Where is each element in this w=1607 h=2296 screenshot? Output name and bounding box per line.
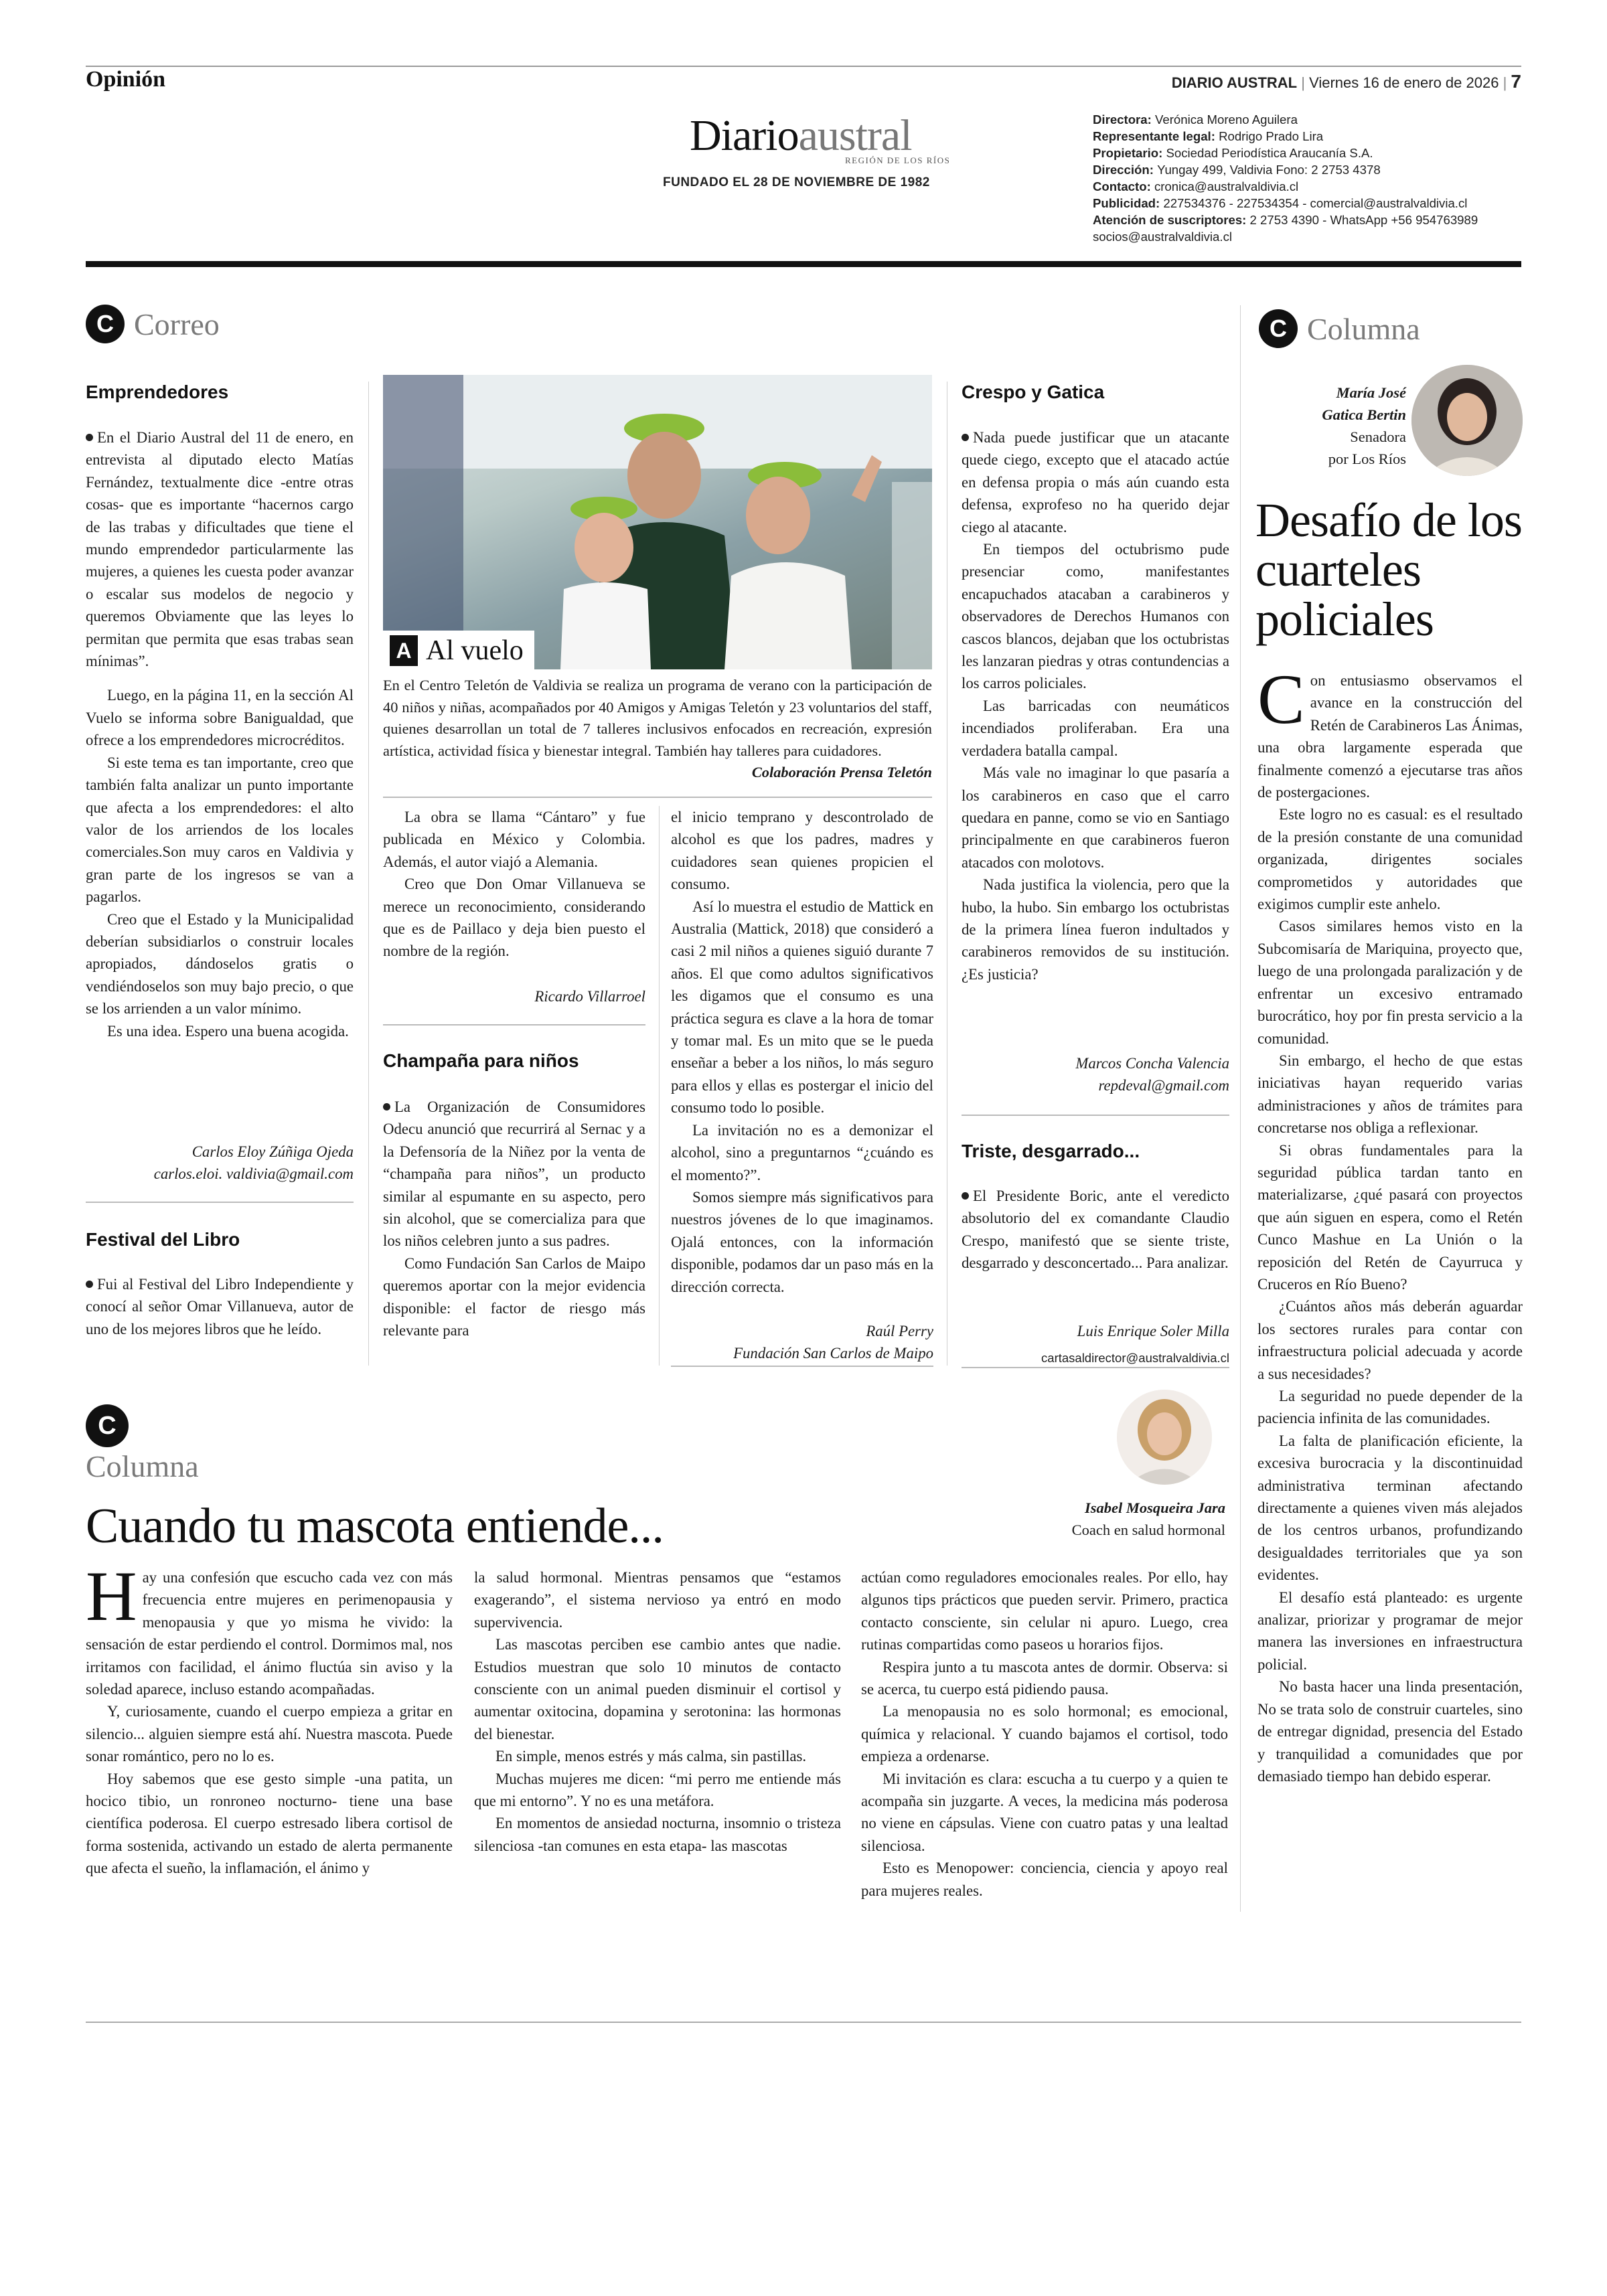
columna-kicker: Columna xyxy=(86,1449,199,1483)
columna-right-title: Desafío de los cuarteles policiales xyxy=(1255,493,1522,646)
divider xyxy=(86,1202,354,1203)
paragraph-split: En momentos de ansiedad nocturna, insomnio o tristeza silenciosa -tan comunes en esta etapa- las mascotas xyxy=(474,1815,841,1854)
signature-villarroel: Ricardo Villarroel xyxy=(534,988,645,1005)
staff-value: 227534376 - 227534354 - comercial@australvaldivia.cl xyxy=(1163,196,1468,210)
staff-label: Propietario: xyxy=(1093,146,1166,160)
correo-badge: C xyxy=(86,305,125,343)
alvuelo-label xyxy=(383,631,534,669)
paragraph-split: actúan como reguladores emocionales reales. Por ello, hay algunos tips prácticos que pueden servir. Primero, practica contacto consciente, sin celular ni apuro. Luego, crea rutinas compartidas como paseos u horarios fijos. xyxy=(861,1569,1228,1653)
paragraph: Nada justifica la violencia, pero que la hubo, la hubo. Sin embargo los octubristas de la primera línea fueron indultados y carabineros removidos de su institución. ¿Es justicia? xyxy=(962,876,1229,983)
masthead-founded: FUNDADO EL 28 DE NOVIEMBRE DE 1982 xyxy=(663,175,930,189)
author-byline xyxy=(1259,382,1406,470)
columna-right-body xyxy=(1257,660,1523,1787)
staff-label: Directora: xyxy=(1093,112,1155,127)
staff-label: Publicidad: xyxy=(1093,196,1164,210)
letter-body-champana-a xyxy=(383,1096,645,1341)
paragraph: ¿Cuántos años más deberán aguardar los sectores rurales para contar con infraestructura policial adecuada y acorde a sus necesidades? xyxy=(1257,1298,1523,1382)
author-role-line: por Los Ríos xyxy=(1328,450,1406,467)
signature-email[interactable]: carlos.eloi. valdivia@gmail.com xyxy=(153,1165,354,1182)
columna-bottom-body-col2 xyxy=(474,1566,841,1857)
logo-word-austral: austral xyxy=(798,111,912,160)
author-photo-gatica xyxy=(1411,365,1523,476)
paragraph: La menopausia no es solo hormonal; es emocional, química y relacional. Y cuando bajamos el cortisol, todo empieza a ordenarse. xyxy=(861,1703,1228,1765)
correo-header xyxy=(86,305,220,343)
staff-value: Rodrigo Prado Lira xyxy=(1219,129,1324,143)
paragraph: Creo que el Estado y la Municipalidad deberían subsidiarlos o construir locales apropiados, dándoselos gratis o vendiéndoselos son muy bajo precio, o que se los arrienden a un valor mínimo. xyxy=(86,910,354,1017)
divider xyxy=(962,1115,1229,1116)
paragraph: Nada puede justificar que un atacante quede ciego, excepto que el atacado actúe en defensa propia o más aún cuando esta defensa, exprofeso no ha querido dejar ciego al atacante. xyxy=(962,429,1229,536)
letter-body-triste xyxy=(962,1185,1229,1275)
header-rule xyxy=(86,66,1521,67)
staff-label: Representante legal: xyxy=(1093,129,1219,143)
paragraph: El Presidente Boric, ante el veredicto absolutorio del ex comandante Claudio Crespo, manifestó que se siente triste, desgarrado y desconcertado... Para analizar. xyxy=(962,1187,1229,1272)
alvuelo-photo xyxy=(383,375,932,669)
paragraph: Es una idea. Espero una buena acogida. xyxy=(107,1022,349,1040)
staff-value: Sociedad Periodística Araucanía S.A. xyxy=(1166,146,1373,160)
letter-title-emprendedores: Emprendedores xyxy=(86,382,229,402)
columna-bottom-body-col1 xyxy=(86,1557,453,1880)
columna-bottom-header xyxy=(86,1404,199,1484)
columna-bottom-body-col3 xyxy=(861,1566,1228,1902)
letter-title-crespo: Crespo y Gatica xyxy=(962,382,1105,402)
folio-date: Viernes 16 de enero de 2026 xyxy=(1309,74,1499,91)
paragraph-split: Como Fundación San Carlos de Maipo queremos aportar con la mejor evidencia disponible: el factor de riesgo más relevante para xyxy=(383,1254,645,1339)
logo-word-diario: Diario xyxy=(690,111,799,160)
paragraph: Muchas mujeres me dicen: “mi perro me entiende más que mi entorno”. Y no es una metáfora. xyxy=(474,1770,841,1810)
paragraph: Esto es Menopower: conciencia, ciencia y apoyo real para mujeres reales. xyxy=(861,1860,1228,1899)
folio: DIARIO AUSTRAL | Viernes 16 de enero de 2026 | 7 xyxy=(1171,71,1521,92)
signature-email[interactable]: repdeval@gmail.com xyxy=(1098,1077,1229,1094)
staff-row xyxy=(1093,161,1535,178)
staff-value: Verónica Moreno Aguilera xyxy=(1155,112,1298,127)
staff-row xyxy=(1093,178,1535,195)
paragraph: Respira junto a tu mascota antes de dormir. Observa: si se acerca, tu cuerpo está pidiendo pausa. xyxy=(861,1658,1228,1698)
bullet-icon xyxy=(383,1103,390,1111)
letter-body-crespo xyxy=(962,426,1229,985)
signature-perry xyxy=(671,1320,933,1364)
paragraph: En el Diario Austral del 11 de enero, en entrevista al diputado electo Matías Fernández, textualmente dice -entre otras cosas- que es importante “hacernos cargo de las trabas y dificultades que tiene el mundo emprendedor particularmente las mujeres, a quienes les cuesta poder avanzar o escalar sus modelos de negocio y queremos Obviamente que las leyes lo permitan que permita que esas trabas sean mínimas”. xyxy=(86,429,354,670)
page-number: 7 xyxy=(1511,71,1521,92)
letter-body-emprendedores xyxy=(86,426,354,1042)
divider xyxy=(671,1366,933,1367)
paragraph: La falta de planificación eficiente, la excesiva burocracia y la discontinuidad administrativa terminan afectando directamente a quienes viven más alejados de los centros urbanos, profundizando desigualdades territoriales que ya son evidentes. xyxy=(1257,1432,1523,1584)
letters-email[interactable]: cartasaldirector@australvaldivia.cl xyxy=(1041,1351,1229,1365)
caption-text: En el Centro Teletón de Valdivia se realiza un programa de verano con la participación de 40 niños y niñas, acompañados por 40 Amigos y Amigas Teletón y 23 voluntarios del staff, quienes desarrollan un total de 7 talleres inclusivos enfocados en recreación, expresión artística, actividad física y bienestar integral. También hay talleres para cuidadores. xyxy=(383,677,932,759)
signature-concha xyxy=(962,1052,1229,1096)
columna-bottom-title: Cuando tu mascota entiende... xyxy=(86,1499,664,1554)
letter-title-festival: Festival del Libro xyxy=(86,1229,240,1250)
masthead-staff xyxy=(1093,111,1535,245)
staff-row xyxy=(1093,195,1535,212)
author-name: Isabel Mosqueira Jara xyxy=(1084,1499,1225,1516)
paragraph-split: el inicio temprano y descontrolado de alcohol es que los padres, madres y cuidadores sean quienes propicien el consumo. xyxy=(671,809,933,893)
paragraph: El desafío está planteado: es urgente analizar, priorizar y programar de mejor manera las inversiones en infraestructura policial. xyxy=(1257,1588,1523,1673)
paragraph: Creo que Don Omar Villanueva se merece un reconocimiento, considerando que es de Paillaco y deja bien puesto el nombre de la región. xyxy=(383,876,645,960)
letter-body-festival-a xyxy=(86,1273,354,1340)
signature-soler: Luis Enrique Soler Milla xyxy=(1077,1323,1229,1339)
paragraph: Este logro no es casual: es el resultado de la presión constante de una comunidad organizada, dirigentes sociales comprometidos y autoridades que exigimos cumplir este anhelo. xyxy=(1257,806,1523,913)
staff-row xyxy=(1093,212,1535,228)
paragraph: Sin embargo, el hecho de que estas iniciativas hayan requerido varias administraciones y años de trámites para concretarse nos obliga a reflexionar. xyxy=(1257,1052,1523,1137)
column-divider xyxy=(659,806,660,1366)
paragraph: Fui al Festival del Libro Independiente y conocí al señor Omar Villanueva, autor de uno de los mejores libros que he leído. xyxy=(86,1276,354,1337)
paragraph: Si obras fundamentales para la seguridad pública tardan tanto en materializarse, ¿qué pasará con proyectos que aún siguen en espera, como el Retén Cunco Mashue en La Unión o la reposición del Retén de Cayurruca y Cruceros en Río Bueno? xyxy=(1257,1141,1523,1293)
photo-illustration xyxy=(383,375,932,669)
paragraph: Casos similares hemos visto en la Subcomisaría de Mariquina, proyecto que, luego de una prolongada paralización y de enfrentar un excesivo entramado burocrático, hoy por fin presta servicio a la comunidad. xyxy=(1257,918,1523,1047)
staff-value: socios@australvaldivia.cl xyxy=(1093,230,1232,244)
section-label: Opinión xyxy=(86,67,166,92)
paragraph: La Organización de Consumidores Odecu anunció que recurrirá al Sernac y a la Defensoría de la Niñez por la venta de “champaña para niños”, un producto similar al espumante en su aspecto, pero sin alcohol, que se comercializa para que los niños celebren junto a sus padres. xyxy=(383,1098,645,1250)
masthead-logo xyxy=(690,112,912,159)
staff-row xyxy=(1093,111,1535,128)
staff-label: Contacto: xyxy=(1093,179,1154,193)
columna-kicker: Columna xyxy=(1307,311,1420,346)
author-photo-mosqueira xyxy=(1117,1390,1212,1485)
dropcap: H xyxy=(86,1557,137,1635)
bullet-icon xyxy=(962,434,969,441)
paragraph-split: la salud hormonal. Mientras pensamos que “estamos exagerando”, el sistema nervioso ya entró en modo supervivencia. xyxy=(474,1569,841,1631)
portrait-illustration xyxy=(1411,365,1523,476)
paragraph: Más vale no imaginar lo que pasaría a los carabineros en caso que el carro quedara en panne, como se vio en Santiago principalmente en que carabineros fueron atacados con molotovs. xyxy=(962,764,1229,871)
signature-name: Raúl Perry xyxy=(866,1323,933,1339)
signature-org: Fundación San Carlos de Maipo xyxy=(733,1345,933,1362)
paragraph: Luego, en la página 11, en la sección Al Vuelo se informa sobre Banigualdad, que ofrece a los emprendedores microcréditos. xyxy=(86,687,354,749)
column-divider xyxy=(368,382,369,1366)
masthead-region: REGIÓN DE LOS RÍOS xyxy=(845,155,951,165)
columna-right-header xyxy=(1259,309,1420,348)
paragraph: Las barricadas con neumáticos incendiados proliferaban. Era una verdadera batalla campal. xyxy=(962,697,1229,759)
signature-zuniga xyxy=(86,1141,354,1185)
columna-badge: C xyxy=(86,1404,129,1447)
author-byline-bottom xyxy=(958,1497,1225,1541)
staff-value: Yungay 499, Valdivia Fono: 2 2753 4378 xyxy=(1157,163,1381,177)
signature-name: Marcos Concha Valencia xyxy=(1075,1055,1229,1072)
column-divider xyxy=(1240,305,1241,1912)
staff-label: Dirección: xyxy=(1093,163,1158,177)
footer-rule xyxy=(86,2022,1521,2023)
author-name-line: María José xyxy=(1336,384,1406,401)
folio-paper-name: DIARIO AUSTRAL xyxy=(1171,74,1298,91)
paragraph: En tiempos del octubrismo pude presenciar como, manifestantes encapuchados atacaban a carabineros y observadores de Derechos Humanos con cascos blancos, dejaban que los octubristas les lanzaran piedras y otras contundencias a los carros policiales. xyxy=(962,541,1229,692)
divider xyxy=(962,1367,1229,1368)
divider xyxy=(383,797,932,798)
alvuelo-badge: A xyxy=(390,635,418,666)
photo-credit: Colaboración Prensa Teletón xyxy=(751,764,932,781)
paragraph: Así lo muestra el estudio de Mattick en Australia (Mattick, 2018) que consideró a casi 2 mil niños a quienes siguió durante 7 años. El que como adultos significativos les digamos que el consumo es una práctica segura es clave a la hora de tomar y tomar mal. Es un mito que se le pueda enseñar a beber a los niños, lo más seguro para ellos y ellas es postergar el inicio del consumo todo lo posible. xyxy=(671,898,933,1117)
bullet-icon xyxy=(86,1281,93,1288)
letter-title-triste: Triste, desgarrado... xyxy=(962,1141,1140,1161)
bullet-icon xyxy=(962,1192,969,1200)
staff-label: Atención de suscriptores: xyxy=(1093,213,1250,227)
letter-body-festival-b xyxy=(383,806,645,963)
paragraph: Las mascotas perciben ese cambio antes que nadie. Estudios muestran que solo 10 minutos de contacto consciente con un animal pueden disminuir el cortisol y aumentar oxitocina, dopamina y serotonina: las hormonas del bienestar. xyxy=(474,1636,841,1742)
paragraph: En simple, menos estrés y más calma, sin pastillas. xyxy=(495,1748,807,1765)
staff-row xyxy=(1093,228,1535,245)
paragraph: No basta hacer una linda presentación, No se trata solo de construir cuarteles, sino de entregar dignidad, presencia del Estado y tranquilidad a comunidades que por demasiado tiempo han debido esperar. xyxy=(1257,1678,1523,1785)
paragraph: La obra se llama “Cántaro” y fue publicada en México y Colombia. Además, el autor viajó a Alemania. xyxy=(383,809,645,870)
paragraph: Si este tema es tan importante, creo que también falta analizar un punto importante que afecta a los emprendedores: el alto valor de los arriendos de los locales comerciales.Son muy caros en Valdivia y gran parte de los ingresos se van a pagarlos. xyxy=(86,754,354,906)
alvuelo-caption xyxy=(383,675,932,784)
staff-value: cronica@australvaldivia.cl xyxy=(1154,179,1299,193)
paragraph-split: Hoy sabemos que ese gesto simple -una patita, un hocico tibio, un ronroneo nocturno- tiene una base científica poderosa. El cuerpo estresado libera cortisol de forma sostenida, activando un estado de alerta permanente que afecta el sueño, la inflamación, el ánimo y xyxy=(86,1770,453,1877)
staff-value: 2 2753 4390 - WhatsApp +56 954763989 xyxy=(1249,213,1478,227)
letter-body-champana-b xyxy=(671,806,933,1298)
paragraph: La seguridad no puede depender de la paciencia infinita de las comunidades. xyxy=(1257,1388,1523,1427)
paragraph: Mi invitación es clara: escucha a tu cuerpo y a quien te acompaña sin juzgarte. A veces, la medicina más poderosa no viene en cápsulas. Viene con cuatro patas y una lealtad silenciosa. xyxy=(861,1770,1228,1854)
paragraph: Hay una confesión que escucho cada vez con más frecuencia entre mujeres en perimenopausia y menopausia y que yo misma he vivido: la sensación de estar perdiendo el control. Dormimos mal, nos irritamos con facilidad, el ánimo fluctúa sin aviso y la soledad aparece, incluso estando acompañadas. xyxy=(86,1557,453,1698)
paragraph: Y, curiosamente, cuando el cuerpo empieza a gritar en silencio... alguien siempre está ahí. Nuestra mascota. Puede sonar romántico, pero no lo es. xyxy=(86,1703,453,1765)
masthead-rule xyxy=(86,261,1521,267)
staff-row xyxy=(1093,128,1535,145)
author-name-line: Gatica Bertin xyxy=(1322,406,1406,423)
author-role-line: Senadora xyxy=(1350,428,1406,445)
columna-badge: C xyxy=(1259,309,1298,348)
dropcap: C xyxy=(1257,660,1305,738)
paragraph: Somos siempre más significativos para nuestros jóvenes de lo que imaginamos. Ojalá entonces, con la información disponible, podamos dar un paso más en la dirección correcta. xyxy=(671,1188,933,1295)
correo-kicker: Correo xyxy=(134,307,220,341)
paragraph: La invitación no es a demonizar el alcohol, sino a preguntarnos “¿cuándo es el momento?”. xyxy=(671,1121,933,1183)
letter-title-champana: Champaña para niños xyxy=(383,1050,579,1071)
bullet-icon xyxy=(86,434,93,441)
paragraph: Con entusiasmo observamos el avance en la construcción del Retén de Carabineros Las Ánimas, una obra largamente esperada que finalmente comenzó a ejecutarse tras años de postergaciones. xyxy=(1257,660,1523,801)
divider xyxy=(383,1024,645,1026)
staff-row xyxy=(1093,145,1535,161)
signature-name: Carlos Eloy Zúñiga Ojeda xyxy=(192,1143,354,1160)
alvuelo-label-text: Al vuelo xyxy=(426,635,524,666)
author-role: Coach en salud hormonal xyxy=(1071,1522,1225,1538)
portrait-illustration xyxy=(1117,1390,1212,1485)
